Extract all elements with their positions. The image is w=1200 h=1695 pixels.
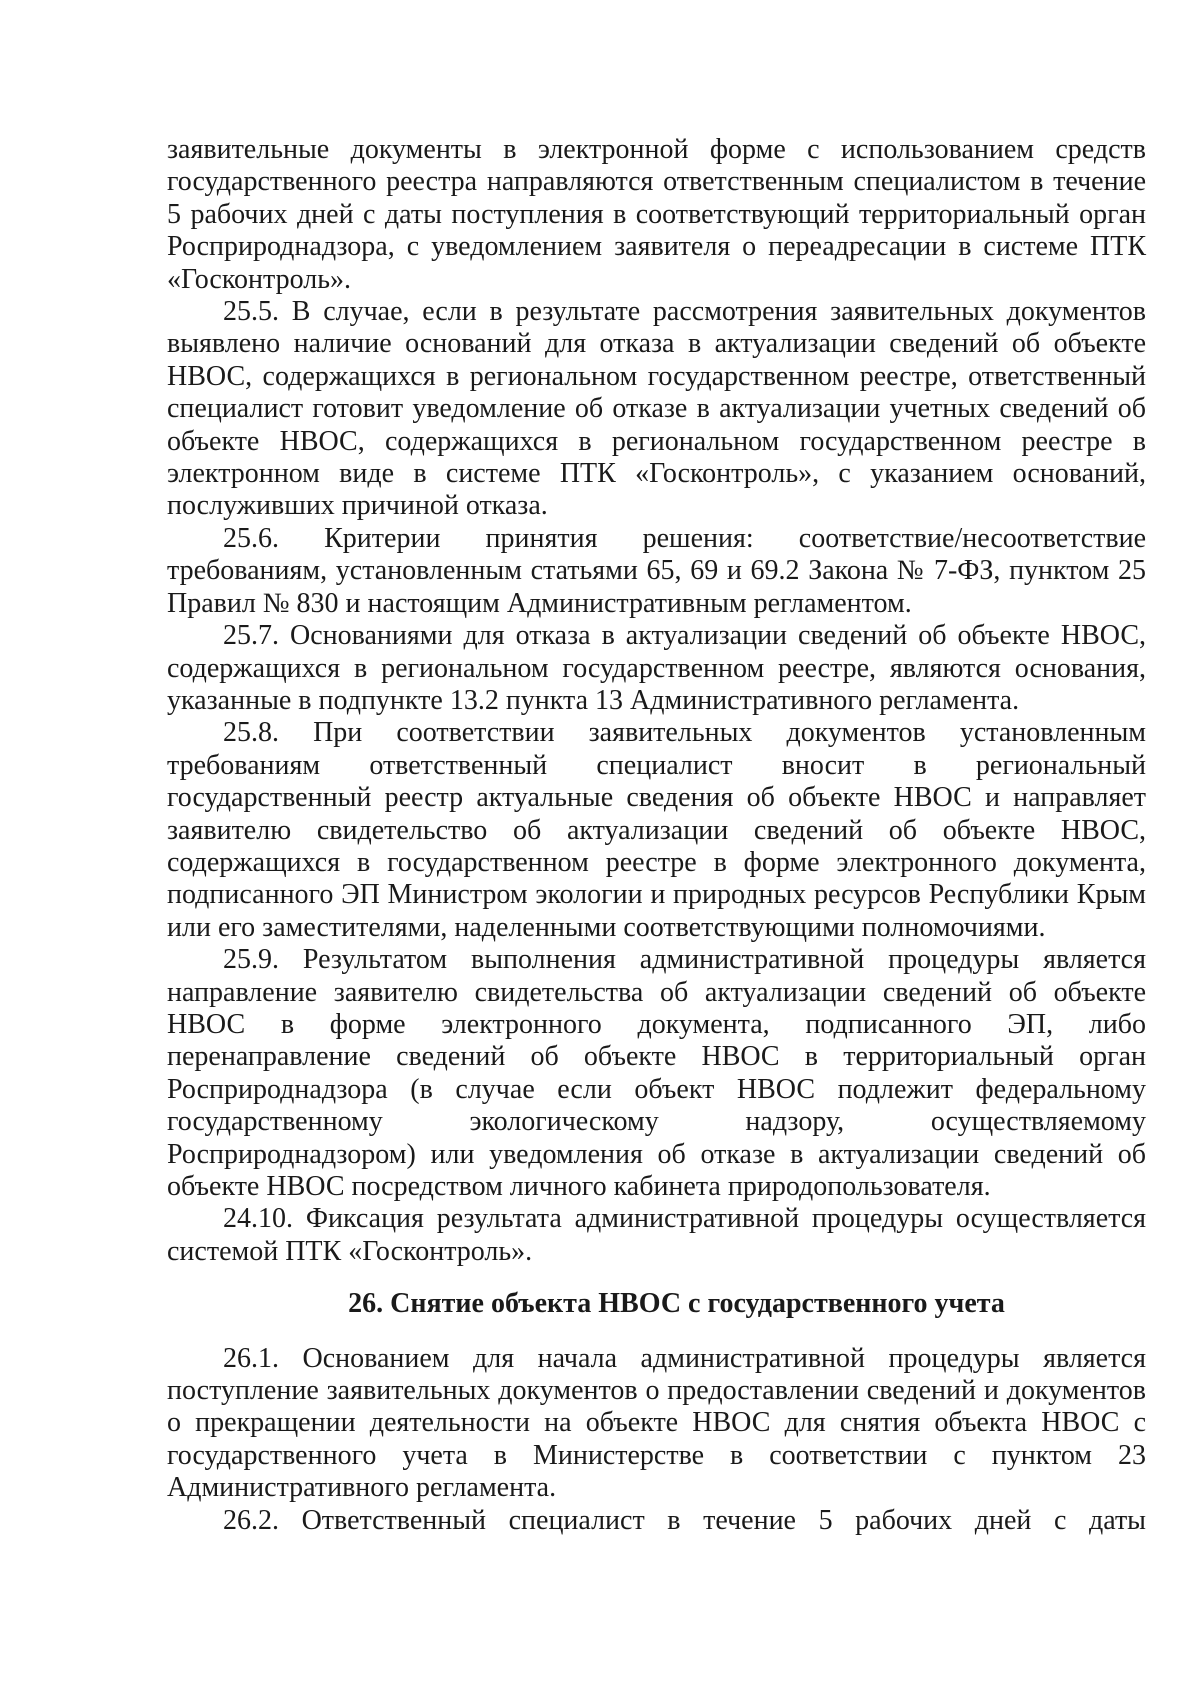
paragraph-25-8: 25.8. При соответствии заявительных документов установленным требованиям ответственный специалист вносит в региональный государственный реестр актуальные сведения об объекте НВОС и направляет заявителю свидетельство об актуализации сведений об объекте НВОС, содержащихся в государственном реестре в форме электронного документа, подписанного ЭП Министром экологии и природных ресурсов Республики Крым или его заместителями, наделенными соответствующими полномочиями. — [167, 717, 1146, 943]
paragraph-25-6: 25.6. Критерии принятия решения: соответствие/несоответствие требованиям, установленным статьями 65, 69 и 69.2 Закона № 7-ФЗ, пунктом 25 Правил № 830 и настоящим Административным регламентом. — [167, 522, 1146, 619]
paragraph-25-9: 25.9. Результатом выполнения административной процедуры является направление заявителю свидетельства об актуализации сведений об объекте НВОС в форме электронного документа, подписанного ЭП, либо перенаправление сведений об объекте НВОС в территориальный орган Росприроднадзора (в случае если объект НВОС подлежит федеральному государственному экологическому надзору, осуществляемому Росприроднадзором) или уведомления об отказе в актуализации сведений об объекте НВОС посредством личного кабинета природопользователя. — [167, 944, 1146, 1202]
paragraph-continuation: заявительные документы в электронной форме с использованием средств государственного реестра направляются ответственным специалистом в течение 5 рабочих дней с даты поступления в соответствующий территориальный орган Росприроднадзора, с уведомлением заявителя о переадресации в системе ПТК «Госконтроль». — [167, 134, 1146, 295]
document-body — [167, 134, 1146, 1537]
paragraph-25-7: 25.7. Основаниями для отказа в актуализации сведений об объекте НВОС, содержащихся в региональном государственном реестре, являются основания, указанные в подпункте 13.2 пункта 13 Административного регламента. — [167, 620, 1146, 716]
paragraph-26-1: 26.1. Основанием для начала административной процедуры является поступление заявительных документов о предоставлении сведений и документов о прекращении деятельности на объекте НВОС для снятия объекта НВОС с государственного учета в Министерстве в соответствии с пунктом 23 Административного регламента. — [167, 1342, 1146, 1504]
paragraph-25-5: 25.5. В случае, если в результате рассмотрения заявительных документов выявлено наличие оснований для отказа в актуализации сведений об объекте НВОС, содержащихся в региональном государственном реестре, ответственный специалист готовит уведомление об отказе в актуализации учетных сведений об объекте НВОС, содержащихся в региональном государственном реестре в электронном виде в системе ПТК «Госконтроль», с указанием оснований, послуживших причиной отказа. — [167, 296, 1146, 522]
paragraph-24-10: 24.10. Фиксация результата административной процедуры осуществляется системой ПТК «Госконтроль». — [167, 1203, 1146, 1267]
paragraph-26-2: 26.2. Ответственный специалист в течение 5 рабочих дней с даты — [223, 1504, 1146, 1536]
section-heading-26: 26. Снятие объекта НВОС с государственного учета — [348, 1288, 1005, 1320]
